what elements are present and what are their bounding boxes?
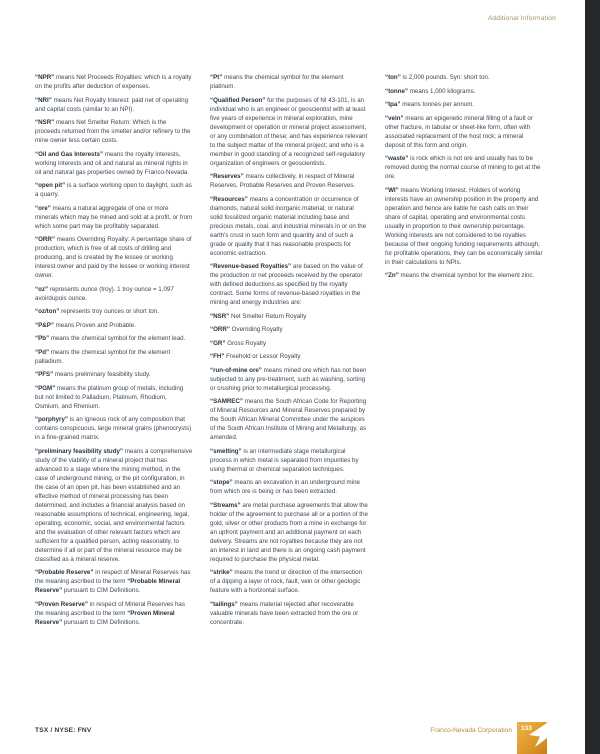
glossary-entry: “WI” means Working Interest. Holders of working interests have an ownership position in the property and operation and hence are liable for cash calls on their share of capital, operating and environmental costs usually in proportion to their ownership percentage. Working interests are not considered to be royalties because of their ongoing funding requirements although, for profitable operations, they can be economically similar in their calculations to NPIs. [385, 186, 543, 266]
glossary-entry: “Pt” means the chemical symbol for the element platinum. [210, 74, 344, 90]
glossary-entry: “oz/ton” represents troy ounces or short ton. [35, 308, 159, 315]
glossary-column [35, 73, 193, 631]
glossary-entry: “Probable Reserve” in respect of Mineral Reserves has the meaning ascribed to the term “Probable Mineral Reserve” pursuant to CIM Definitions. [35, 569, 191, 594]
glossary-entry: “Zn” means the chemical symbol for the element zinc. [385, 272, 535, 279]
glossary-entry: “Oil and Gas Interests” means the royalty interests, working interests and oil and natural as mineral rights in oil and natural gas properties owned by Franco-Nevada. [35, 150, 190, 176]
glossary-entry: “ore” means a natural aggregate of one or more minerals which may be mined and sold at a profit, or from which some part may be profitably separated. [35, 204, 193, 230]
glossary-entry: “FH” Freehold or Lessor Royalty [210, 353, 301, 360]
glossary-entry: “Reserves” means collectively, in respect of Mineral Reserves, Probable Reserves and Proven Reserves. [210, 173, 356, 189]
glossary-entry: “porphyry” is an igneous rock of any composition that contains conspicuous, large mineral grains (phenocrysts) in a fine-grained matrix. [35, 416, 192, 441]
glossary-entry: “ORR” means Overriding Royalty: A percentage share of production, which is free of all costs of drilling and producing, and is created by the lessee or working interest owner and paid by the lessee or working interest owner. [35, 236, 192, 279]
glossary-entry: “Proven Reserve” in respect of Mineral Reserves has the meaning ascribed to the term “Proven Mineral Reserve” pursuant to CIM Definitions. [35, 600, 185, 626]
glossary-entry: “waste” is rock which is not ore and usually has to be removed during the normal course of mining to get at the ore. [385, 155, 541, 180]
glossary-entry: “ORR” Overriding Royalty [210, 326, 283, 333]
glossary-entry: “stope” means an excavation in an underground mine from which ore is being or has been extracted. [210, 479, 360, 495]
page-number: 133 [521, 725, 532, 732]
glossary-entry: “Resources” means a concentration or occurrence of diamonds, natural solid inorganic material, or natural solid fossilized organic material including base and precious metals, coal, and industrial minerals in or on the earth's crust in such form and quantity and of such a grade or quality that it has reasonable prospects for economic extraction. [210, 195, 367, 257]
glossary-entry: “ton” is 2,000 pounds. Syn: short ton. [385, 74, 490, 81]
glossary-entry: “oz” represents ounce (troy). 1 troy ounce = 1.097 avoirdupois ounce. [35, 285, 174, 302]
page-number-badge [517, 722, 547, 754]
glossary-entry: “GR” Gross Royalty [210, 339, 267, 347]
footer-company-label: Franco-Nevada Corporation [430, 727, 512, 734]
glossary-entry: “SAMREC” means the South African Code for Reporting of Mineral Resources and Mineral Reserves prepared by the South African Mineral Committee under the auspices of the South African Institute of Mining and Metallurgy, as amended. [210, 398, 367, 441]
glossary-entry: “PFS” means preliminary feasibility study. [35, 371, 151, 378]
glossary-entry: “Pd” means the chemical symbol for the element palladium. [35, 348, 171, 365]
glossary-entry: “NPR” means Net Proceeds Royalties: which is a royalty on the profits after deduction of expenses. [35, 74, 192, 90]
page-edge-bar [585, 0, 600, 754]
glossary-column [385, 73, 543, 285]
page-header-label: Additional Information [487, 15, 556, 22]
glossary-entry: “P&P” means Proven and Probable. [35, 321, 136, 329]
glossary-entry: “Revenue-based Royalties” are based on the value of the production or net proceeds received by the operator with defined deductions as specified by the royalty contract. Some forms of revenue-based royalties in the mining and energy industries are: [210, 263, 363, 306]
franco-nevada-arrow-icon [517, 722, 547, 752]
glossary-entry: “NRI” means Net Royalty Interest: paid net of operating and capital costs (similar to an NPI). [35, 96, 189, 113]
footer-ticker-label: TSX / NYSE: FNV [35, 727, 92, 734]
glossary-entry: “smelting” is an intermediate stage metallurgical process in which metal is separated from impurities by using thermal or chemical separation techniques. [210, 447, 359, 473]
glossary-entry: “PGM” means the platinum group of metals, including but not limited to Palladium, Platinum, Rhodium, Osmium, and Rhenium. [35, 384, 184, 410]
glossary-entry: “tailings” means material rejected after recoverable valuable minerals have been extracted from the ore or concentrate. [210, 600, 359, 626]
glossary-entry: “preliminary feasibility study” means a comprehensive study of the viability of a mineral project that has advanced to a stage where the mining method, in the case of underground mining, or the pit configuration, in the case of an open pit, has been established and an effective method of mineral processing has been determined, and includes a financial analysis based on reasonable assumptions of technical, engineering, legal, operating, economic, social, and environmental factors and the evaluation of other relevant factors which are sufficient for a qualified person, acting reasonably, to determine if all or part of the mineral resource may be classified as a mineral reserve. [35, 447, 193, 563]
glossary-entry: “NSR” means Net Smelter Return: Which is the proceeds returned from the smelter and/or refinery to the mine owner less certain costs. [35, 119, 191, 144]
glossary-entry: “NSR” Net Smelter Return Royalty [210, 312, 307, 320]
glossary-entry: “run-of-mine ore” means mined ore which has not been subjected to any pre-treatment, such as washing, sorting or crushing prior to metallurgical processing. [210, 366, 367, 392]
glossary-entry: “tpa” means tonnes per annum. [385, 101, 475, 108]
glossary-entry: “strike” means the trend or direction of the intersection of a dipping a layer of rock, fault, vein or other geologic feature with a horizontal surface. [210, 569, 363, 594]
glossary-entry: “tonne” means 1,000 kilograms. [385, 87, 476, 95]
glossary-entry: “Qualified Person” for the purposes of NI 43-101, is an individual who is an engineer or geoscientist with at least five years of experience in mineral exploration, mine development or operation or mineral project assessment, or any combination of these; and has experience relevant to the subject matter of the mineral project; and who is a member in good standing of a recognized self-regulatory organization of engineers or geoscientists. [210, 96, 368, 167]
glossary-entry: “Streams” are metal purchase agreements that allow the holder of the agreement to purchase all or a portion of the gold, silver or other products from a mine in exchange for an upfront payment and an additional payment on each delivery. Streams are not royalties because they are not an interest in land and there is an ongoing cash payment required to purchase the physical metal. [210, 501, 368, 563]
glossary-column [210, 73, 368, 631]
glossary-entry: “open pit” is a surface working open to daylight, such as a quarry. [35, 182, 192, 198]
glossary-entry: “vein” means an epigenetic mineral filling of a fault or other fracture, in tabular or sheet-like form, often with associated replacement of the host rock; a mineral deposit of this form and origin. [385, 114, 533, 149]
glossary-entry: “Pb” means the chemical symbol for the element lead. [35, 335, 186, 342]
